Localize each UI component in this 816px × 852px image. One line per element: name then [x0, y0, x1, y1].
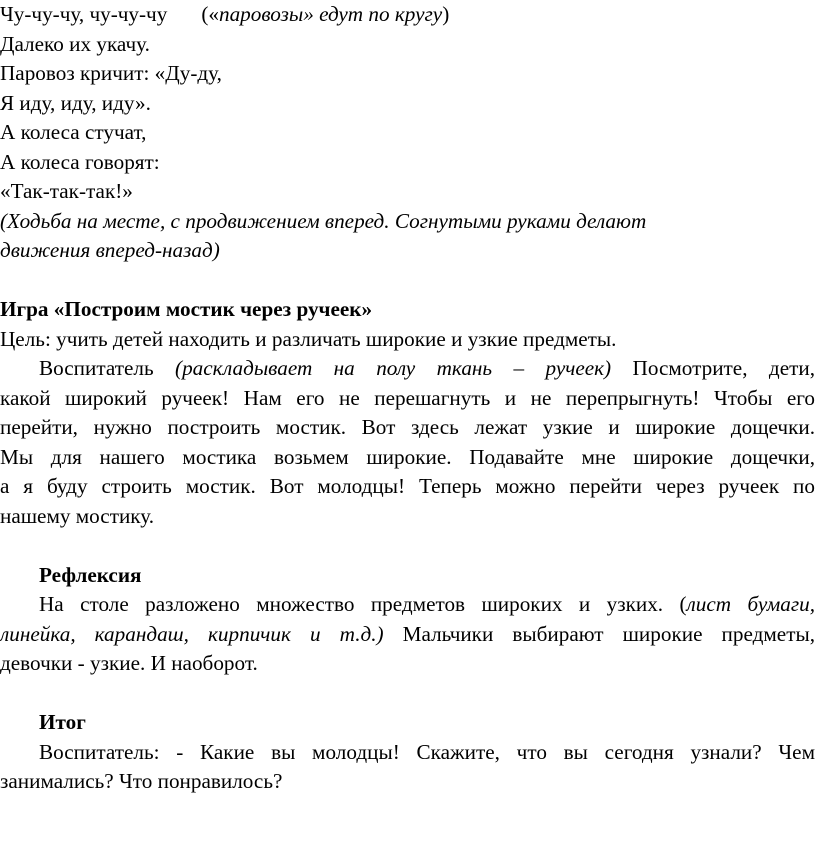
poem-line-6: А колеса говорят: — [0, 149, 160, 174]
game-paragraph-line-1 — [0, 354, 815, 384]
reflection-line-3: девочки - узкие. И наоборот. — [0, 651, 258, 675]
game-paragraph-line-5: а я буду строить мостик. Вот молодцы! Теперь можно перейти через ручеек по — [0, 474, 815, 498]
summary-line-1: Воспитатель: - Какие вы молодцы! Скажите, что вы сегодня узнали? Чем — [39, 739, 815, 764]
game-goal: Цель: учить детей находить и различать широкие и узкие предметы. — [0, 326, 617, 351]
poem-line-7: «Так-так-так!» — [0, 179, 133, 203]
spacer — [0, 266, 815, 296]
spacer — [0, 531, 815, 561]
summary-line-2: занимались? Что понравилось? — [0, 769, 283, 793]
poem-instruction-line-2: движения вперед-назад) — [0, 238, 220, 262]
poem-line-1-note: паровозы» едут по кругу — [218, 2, 443, 26]
game-paragraph-line-6: нашему мостику. — [0, 503, 155, 528]
poem-line-4: Я иду, иду, иду». — [0, 90, 151, 115]
summary-title: Итог — [39, 710, 86, 734]
poem-line-3: Паровоз кричит: «Ду-ду, — [0, 61, 222, 85]
poem-line-1-text: Чу-чу-чу, чу-чу-чу — [0, 2, 168, 26]
reflection-title: Рефлексия — [39, 562, 142, 587]
game-paragraph-end: Посмотрите, дети, — [611, 356, 815, 380]
reflection-line-1-italic: лист бумаги, — [686, 592, 815, 616]
game-paragraph-italic: (раскладывает на полу ткань – ручеек) — [175, 356, 612, 380]
poem-line-1-note-open: (« — [201, 2, 219, 26]
game-paragraph-line-3: перейти, нужно построить мостик. Вот здесь лежат узкие и широкие дощечки. — [0, 415, 815, 439]
reflection-line-1 — [0, 590, 815, 620]
poem-line-1-note-close: ) — [442, 2, 450, 26]
reflection-line-2 — [0, 620, 815, 650]
reflection-line-1-start: На столе разложено множество предметов широких и узких. ( — [39, 592, 687, 616]
spacer — [0, 679, 815, 709]
reflection-line-2-end: Мальчики выбирают широкие предметы, — [383, 621, 815, 646]
reflection-line-2-italic: линейка, карандаш, кирпичик и т.д.) — [0, 621, 384, 646]
poem-line-2: Далеко их укачу. — [0, 31, 150, 56]
game-paragraph-line-2: какой широкий ручеек! Нам его не перешагнуть и не перепрыгнуть! Чтобы его — [0, 385, 815, 410]
game-paragraph-line-4: Мы для нашего мостика возьмем широкие. Подавайте мне широкие дощечки, — [0, 444, 815, 469]
game-paragraph-start: Воспитатель — [39, 356, 176, 380]
poem-line-1 — [0, 0, 815, 30]
poem-instruction-line-1: (Ходьба на месте, с продвижением вперед. Согнутыми руками делают — [0, 208, 647, 233]
game-title: Игра «Построим мостик через ручеек» — [0, 297, 373, 321]
poem-line-5: А колеса стучат, — [0, 120, 147, 144]
